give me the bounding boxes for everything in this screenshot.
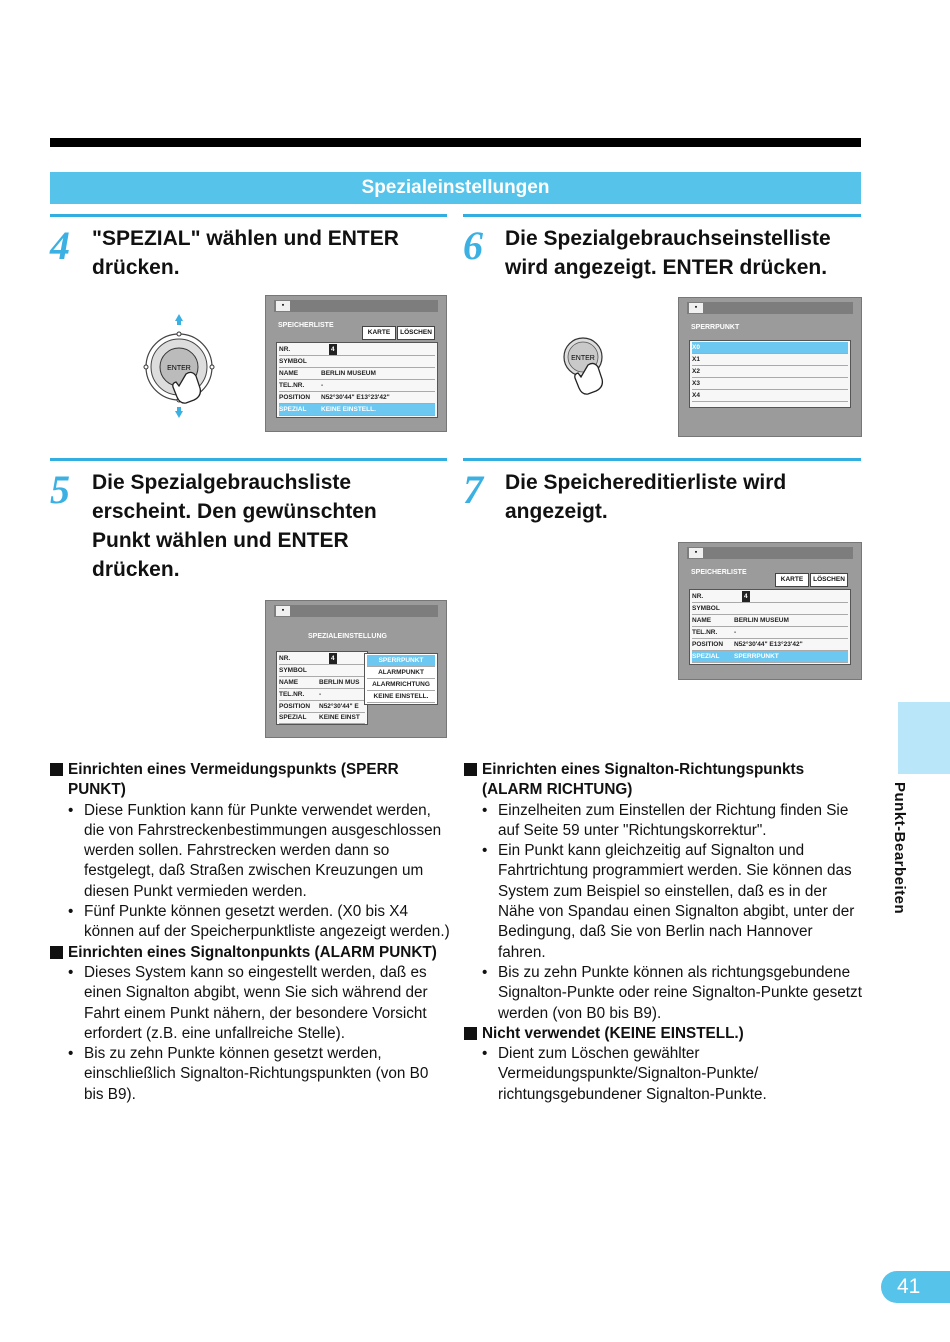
list-row: TEL.NR. - (279, 689, 365, 701)
bullet-item: • Bis zu zehn Punkte können als richtungsgebundene Signalton-Punkte oder reine Signalton-Punkte gesetzt werden (von B0 bis B9). (464, 963, 864, 1024)
screen-title: SPERRPUNKT (691, 324, 740, 331)
list-row[interactable]: NR. 4 (692, 591, 848, 603)
map-button[interactable]: KARTE (362, 326, 396, 340)
section-heading: Einrichten eines Signaltonpunkts (ALARM PUNKT) (50, 943, 450, 963)
step-title: Die Spezialgebrauchseinstelliste wird angezeigt. ENTER drücken. (505, 227, 831, 279)
screen-header (274, 605, 438, 617)
list-row: NAME BERLIN MUS (279, 677, 365, 689)
screen-badge: ▪ (276, 606, 290, 616)
menu-item[interactable]: KEINE EINSTELL. (367, 691, 435, 703)
list-row[interactable]: SYMBOL (692, 603, 848, 615)
screen-badge: ▪ (689, 548, 703, 558)
step-number: 6 (463, 223, 483, 268)
list-row[interactable]: TEL.NR. - (279, 380, 435, 392)
step-number: 7 (463, 467, 483, 512)
screen-panel (689, 589, 851, 665)
list-row[interactable]: POSITION N52°30'44" E13°23'42" (692, 639, 848, 651)
bullet-item: • Dieses System kann so eingestellt werden, daß es einen Signalton abgibt, wenn Sie sich während der Fahrt einem Punkt nähern, der besondere Vorsicht erfordert (z.B. eine unfallreiche Stelle). (50, 963, 450, 1044)
bullet-item: • Dient zum Löschen gewählter Vermeidungspunkte/Signalton-Punkte/ richtungsgebundener Signalton-Punkte. (464, 1044, 864, 1105)
step-rule (463, 458, 861, 461)
screen-header (687, 302, 853, 314)
step-rule (50, 458, 447, 461)
step-number: 4 (50, 223, 70, 268)
list-row[interactable]: NAME BERLIN MUSEUM (692, 615, 848, 627)
step-rule (50, 214, 447, 217)
list-item[interactable]: X2 (692, 366, 848, 378)
page-number: 41 (881, 1271, 950, 1303)
screen-memory-list-updated (678, 542, 862, 680)
screen-title: SPEICHERLISTE (691, 569, 747, 576)
section-heading: Einrichten eines Signalton-Richtungspunkts (ALARM RICHTUNG) (464, 760, 864, 801)
bullet-item: • Diese Funktion kann für Punkte verwendet werden, die von Fahrstreckenbestimmungen ausgeschlossen werden sollen. Fahrstrecken werden dann so festgelegt, daß Straßen zwischen Kreuzungen um diesen Punkt vermieden werden. (50, 801, 450, 902)
popup-title: SPEZIALEINSTELLUNG (308, 633, 387, 640)
step-4 (50, 214, 447, 294)
screen-panel (276, 651, 368, 725)
bullet-item: • Fünf Punkte können gesetzt werden. (X0 bis X4 können auf der Speicherpunktliste angezeigt werden.) (50, 902, 450, 943)
enter-button-icon (560, 335, 620, 395)
right-column-text (464, 760, 864, 1105)
list-row[interactable]: TEL.NR. - (692, 627, 848, 639)
screen-memory-list (265, 295, 447, 432)
step-title: Die Spezialgebrauchsliste erscheint. Den gewünschten Punkt wählen und ENTER drücken. (92, 471, 377, 581)
screen-badge: ▪ (689, 303, 703, 313)
screen-badge: ▪ (276, 301, 290, 311)
side-tab (898, 702, 950, 774)
section-banner: Spezialeinstellungen (50, 172, 861, 204)
list-row-selected[interactable]: SPEZIAL KEINE EINSTELL. (279, 404, 435, 416)
screen-sperrpunkt-list (678, 297, 862, 437)
list-row: SPEZIAL KEINE EINST (279, 712, 365, 724)
list-item[interactable]: X4 (692, 390, 848, 402)
step-6 (463, 214, 861, 294)
list-row: POSITION N52°30'44" E (279, 701, 365, 713)
list-item-selected[interactable]: X0 (692, 342, 848, 354)
menu-item[interactable]: ALARMPUNKT (367, 667, 435, 679)
step-5 (50, 458, 447, 588)
screen-header (274, 300, 438, 312)
step-7 (463, 458, 861, 538)
knob-label: ENTER (167, 365, 191, 372)
step-number: 5 (50, 467, 70, 512)
step-rule (463, 214, 861, 217)
step-title: "SPEZIAL" wählen und ENTER drücken. (92, 227, 399, 279)
popup-menu (364, 653, 438, 705)
bullet-item: • Ein Punkt kann gleichzeitig auf Signalton und Fahrtrichtung programmiert werden. Sie können das System zum Beispiel so einstellen, daß es in der Nähe von Spandau einen Signalton abgibt, unter der Bedingung, daß Sie von Berlin nach Hannover fahren. (464, 841, 864, 963)
list-row[interactable]: NR. 4 (279, 344, 435, 356)
bullet-item: • Bis zu zehn Punkte können gesetzt werden, einschließlich Signalton-Richtungspunkten (von B0 bis B9). (50, 1044, 450, 1105)
section-heading: Nicht verwendet (KEINE EINSTELL.) (464, 1024, 864, 1044)
left-column-text (50, 760, 450, 1105)
list-item[interactable]: X1 (692, 354, 848, 366)
map-button[interactable]: KARTE (775, 573, 809, 587)
button-label: ENTER (571, 355, 595, 362)
menu-item-selected[interactable]: SPERRPUNKT (367, 655, 435, 667)
list-row-selected[interactable]: SPEZIAL SPERRPUNKT (692, 651, 848, 663)
step-title: Die Speichereditierliste wird angezeigt. (505, 471, 787, 523)
enter-dial-icon (140, 312, 220, 422)
screen-special-popup (265, 600, 447, 738)
list-row: NR. 4 (279, 653, 365, 665)
menu-item[interactable]: ALARMRICHTUNG (367, 679, 435, 691)
screen-header (687, 547, 853, 559)
screen-panel (276, 342, 438, 418)
list-row: SYMBOL (279, 665, 365, 677)
list-row[interactable]: POSITION N52°30'44" E13°23'42" (279, 392, 435, 404)
list-row[interactable]: NAME BERLIN MUSEUM (279, 368, 435, 380)
screen-title: SPEICHERLISTE (278, 322, 334, 329)
list-item[interactable]: X3 (692, 378, 848, 390)
screen-panel (689, 340, 851, 408)
delete-button[interactable]: LÖSCHEN (810, 573, 848, 587)
bullet-item: • Einzelheiten zum Einstellen der Richtung finden Sie auf Seite 59 unter "Richtungskorrektur". (464, 801, 864, 842)
section-heading: Einrichten eines Vermeidungspunkts (SPERR PUNKT) (50, 760, 450, 801)
list-row[interactable]: SYMBOL (279, 356, 435, 368)
delete-button[interactable]: LÖSCHEN (397, 326, 435, 340)
top-rule (50, 138, 861, 147)
side-label: Punkt-Bearbeiten (891, 782, 908, 915)
